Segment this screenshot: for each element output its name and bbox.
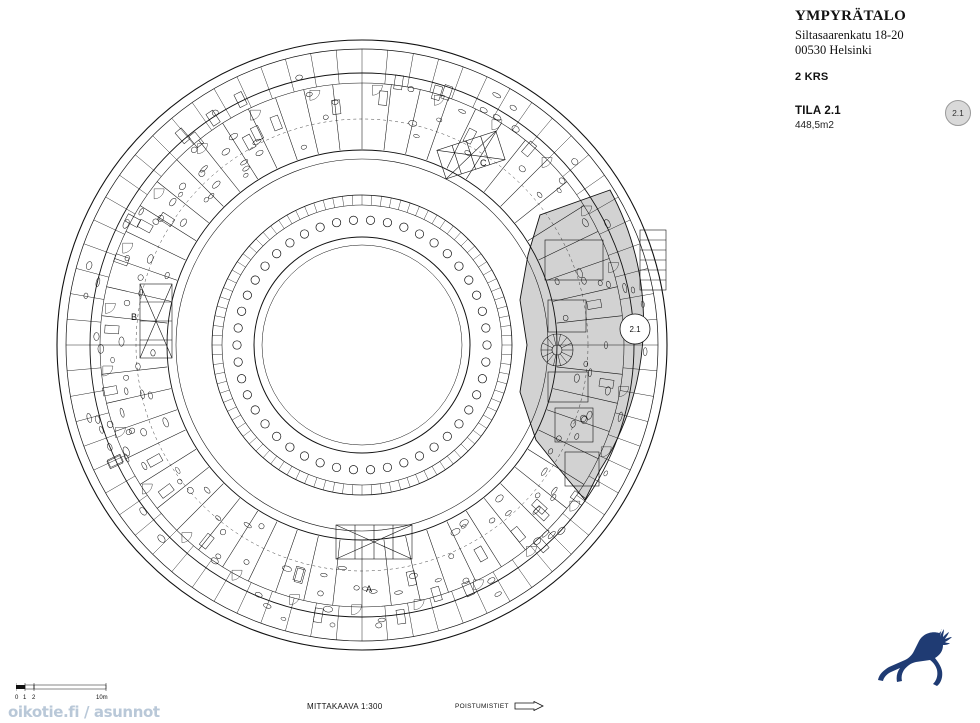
scale-tick-2: 2 — [32, 695, 36, 701]
address-line-1: Siltasaarenkatu 18-20 — [795, 28, 904, 42]
atrium-columns — [212, 195, 512, 495]
exit-legend-label: POISTUMISTIET — [455, 702, 509, 710]
atrium-rings — [167, 150, 557, 540]
svg-text:2.1: 2.1 — [629, 325, 641, 334]
scale-tick-0: 0 — [15, 695, 19, 701]
watermark: oikotie.fi / asunnot — [8, 703, 160, 721]
scale-tick-end: 10m — [96, 695, 108, 701]
plan-space-badge[interactable] — [620, 314, 650, 344]
building-title: YMPYRÄTALO — [795, 8, 907, 24]
scale-tick-1: 1 — [23, 695, 27, 701]
space-area: 448,5m2 — [795, 120, 834, 131]
info-panel — [795, 8, 975, 131]
scale-bar-graphic — [16, 681, 136, 693]
space-badge: 2.1 — [945, 100, 971, 126]
sector-label-b: B — [131, 312, 138, 322]
exit-legend — [455, 701, 544, 711]
stair-cores — [140, 131, 505, 559]
space-title: TILA 2.1 — [795, 105, 841, 117]
scale-text: MITTAKAAVA 1:300 — [307, 702, 383, 711]
sector-label-c: C — [480, 158, 487, 168]
logo-deer-icon — [870, 629, 962, 691]
exit-arrow-icon — [514, 701, 544, 711]
address-line-2: 00530 Helsinki — [795, 43, 872, 57]
space-info-block — [795, 105, 975, 131]
scale-bar — [16, 681, 136, 703]
floor-label: 2 KRS — [795, 71, 829, 83]
sector-label-a: A — [366, 584, 373, 594]
